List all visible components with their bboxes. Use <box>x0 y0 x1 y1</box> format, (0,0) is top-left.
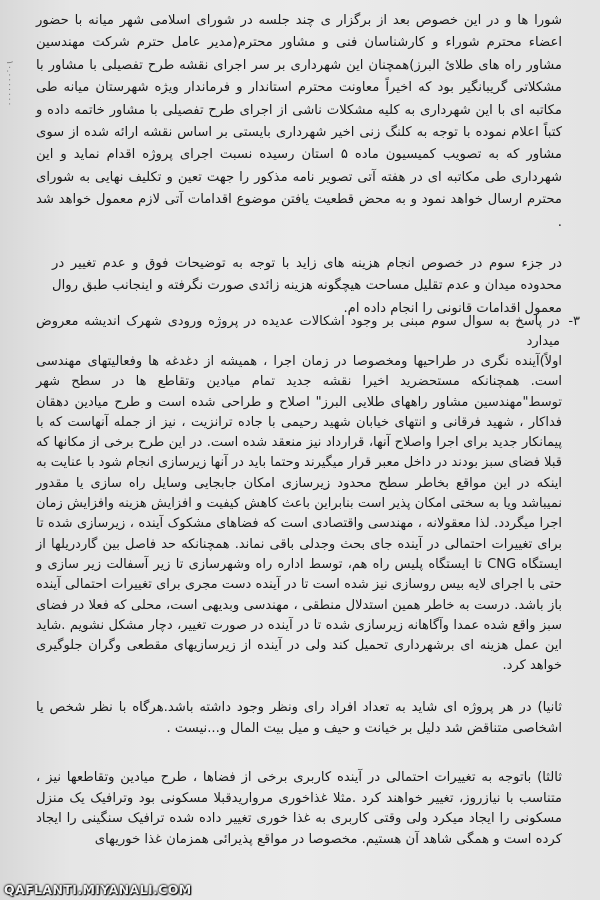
paragraph-text: شورا ها و در این خصوص بعد از برگزار ی چند جلسه در شورای اسلامی شهر میانه با حضور اعضاء محترم شوراء و کارشناسان فنی و مشاور محترم(مدیر عامل حترم شرکت مهندسین مشاور راه های طلائ البرز)همچنان این شهرداری بر سر اجرای نقشه طرح تفصیلی با مشاور با مشکلاتی گریبانگیر بود که اخیراً معاونت محترم استاندار و فرماندار ویژه شهرستان میانه طی مکاتبه ای با این شهرداری به کلیه مشکلات ناشی از اجرای طرح تفصیلی با مشاور خاتمه داده و کتباً اعلام نموده با توجه به کلنگ زنی اخیر شهرداری بایستی بر اساس نقشه ارائه شده از سوی مشاور که به تصویب کمیسیون ماده ۵ استان رسیده نسبت اجرای پروژه اقدام نماید و این شهرداری طی مکاتبه ای در هفته آتی تصویر نامه مذکور را جهت تعین و تکلیف نهایی به شورای محترم ارسال خواهد نمود و به محض قطعیت یافتن موضوع اقدامات آتی لازم معمول خواهد شد . <box>36 13 562 230</box>
item-number: ۳- <box>568 314 580 329</box>
item-three <box>36 312 580 352</box>
margin-binding-note: ۱۰.۰۰۰۰۰۰۰ <box>4 60 14 107</box>
site-watermark: QAFLANTI.MIYANALI.COM <box>4 882 192 897</box>
paragraph-text: اولاً)آینده نگری در طراحیها ومخصوصا در زمان اجرا ، همیشه از دغدغه ها وفعالیتهای مهندسی است. همچنانکه مستحضرید اخیرا نقشه جدید تمام میادین وتقاطع ها در سطح شهر توسط"مهندسین مشاور راههای طلایی البرز" اصلاح و طراحی شده است و طرح میادین دهقان فداکار ، شهید فرقانی و انتهای خیابان شهید رحیمی با جاده ترانزیت ، نیز از جمله آنهاست که با پیمانکار جدید برای اجرا واصلاح آنها، قرارداد نیز منعقد شده است. در این طرح برخی از مکانها که قبلا فضای سبز بودند در داخل معبر قرار میگیرند وحتما باید در آنها زیرسازی انجام شود با عنایت به اینکه در این مواقع بخاطر سطح محدود زیرسازی امکان جابجایی وسایل راه سازی یا مقدور نمیباشد ویا به سختی امکان پذیر است بنابراین باعث کاهش کیفیت و افزایش هزینه وافزایش زمان اجرا میگردد. لذا معقولانه ، مهندسی واقتصادی است که فضاهای مشکوک آینده ، زیرسازی شده تا برای تغییرات احتمالی در آینده جای بحث وجدلی باقی نماند. همچنانکه حد فاصل بین گاردریلها از ایستگاه CNG تا ایستگاه پلیس راه هم، توسط اداره راه وشهرسازی تا زیر آسفالت زیر سازی و حتی با اجرای لایه بیس روسازی نیز شده است تا در آینده دست مجری برای تغییرات احتمالی آینده باز باشد. درست به خاطر همین استدلال منطقی ، مهندسی وبدیهی است، محلی که فعلا در فضای سبز واقع شده عمدا وآگاهانه زیرسازی شده تا در آینده در صورت تغییر، دچار مشکل نشویم .شاید این عمل هزینه ای برشهرداری تحمیل کند ولی در آینده از زیرسازیهای مقطعی وگران جلوگیری خواهد کرد. <box>36 354 562 674</box>
paragraph-text: ثالثا) باتوجه به تغییرات احتمالی در آینده کاربری برخی از فضاها ، طرح میادین وتقاطعها نیز ، متناسب با نیازروز، تغییر خواهند کرد .مثلا غذاخوری مرواریدقبلا مسکونی بود وترافیک یک منزل مسکونی را ایجاد میکرد ولی وقتی کاربری به غذا خوری تغییر داده شده ترافیک سنگینی را ایجاد کرده است و همگی شاهد آن هستیم. مخصوصا در مواقع پذیرائی همزمان غذا خوریهای <box>36 770 562 847</box>
paragraph-firstly <box>36 352 562 677</box>
paragraph-secondly <box>36 698 562 739</box>
paragraph-thirdly <box>36 768 562 850</box>
paragraph-council-meetings <box>36 10 562 234</box>
paragraph-text: در جزء سوم در خصوص انجام هزینه های زاید با توجه به توضیحات فوق و عدم تغییر در محدوده میدان و عدم تقلیل مساحت هیچگونه هزینه زائدی صورت نگرفته و اینجانب طبق روال معمول اقدامات قانونی را انجام داده ام. <box>52 256 562 316</box>
item-text: در پاسخ به سوال سوم مبنی بر وجود اشکالات عدیده در پروژه ورودی شهرک اندیشه معروض میدارد <box>36 314 560 349</box>
paragraph-text: ثانیا) در هر پروژه ای شاید به تعداد افراد رای ونظر وجود داشته باشد.هرگاه با نظر شخص یا اشخاصی متناقض شد دلیل بر خیانت و حیف و میل بیت المال و...نیست . <box>36 700 562 736</box>
paragraph-third-part <box>52 253 562 320</box>
